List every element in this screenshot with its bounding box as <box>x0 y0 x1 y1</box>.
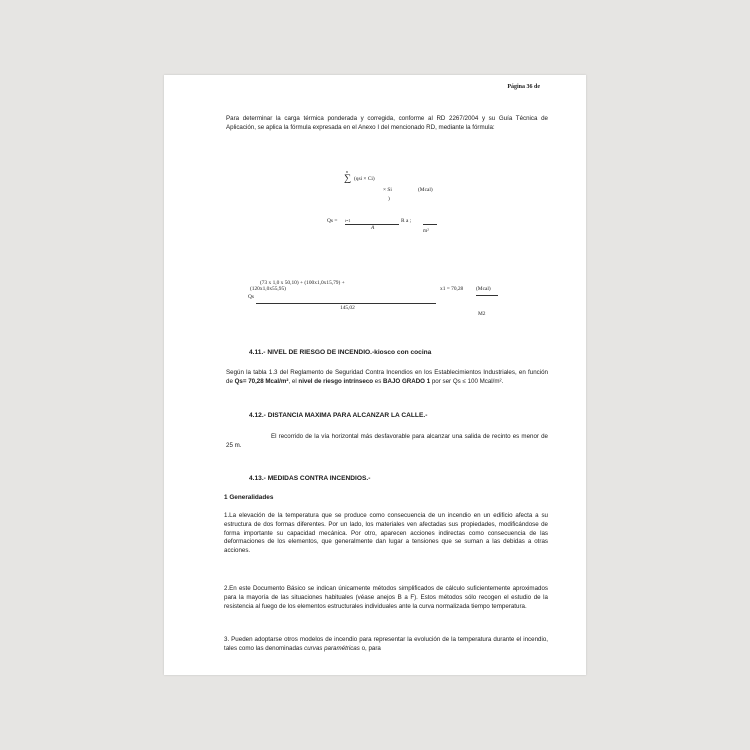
section-4-11-text <box>226 369 548 387</box>
generalidades-p3 <box>224 636 548 654</box>
intro-paragraph: Para determinar la carga térmica ponderada y corregida, conforme al RD 2267/2004 y su Guía Técnica de Aplicación, se aplica la fórmula expresada en el Anexo I del mencionado RD, mediante la fórmula: <box>226 115 548 131</box>
document-page <box>164 75 586 675</box>
formula2-x1: x1 = 70,28 <box>440 286 464 292</box>
formula2-denominator: 145,02 <box>340 305 355 311</box>
generalidades-p3-b: o, para <box>359 644 381 652</box>
formula2-unit: (Mcal) <box>476 286 491 292</box>
generalidades-p2: 2.En este Documento Básico se indican únicamente métodos simplificados de cálculo suficientemente aproximados para la mayoría de las situaciones habituales (véase anejos B a F). Estos métodos sólo recogen el estudio de la resistencia al fuego de los elementos estructurales individuales ante la curva normalizada tiempo temperatura. <box>224 585 548 610</box>
qs-value: Qs= 70,28 Mcal/m² <box>234 377 289 385</box>
formula1-sum-expr: (qsi × Ci) <box>354 176 375 182</box>
formula1-ra: R a ; <box>401 218 412 224</box>
formula1-paren: ) <box>388 196 390 202</box>
formula2-m2: M2 <box>478 311 486 317</box>
formula1-si: × Si <box>383 187 392 193</box>
formula1-a: A <box>371 225 375 231</box>
formula1-unit-bar <box>423 224 437 225</box>
section-4-11-text-d: por ser Qs ≤ 100 Mcal/m². <box>430 377 504 385</box>
risk-level-label: nivel de riesgo intrínseco <box>298 377 374 385</box>
section-4-11-heading: 4.11.- NIVEL DE RIESGO DE INCENDIO.-kiosco con cocina <box>249 349 432 356</box>
generalidades-subheading: 1 Generalidades <box>224 494 274 501</box>
formula2-fraction-bar <box>256 303 436 304</box>
formula2-top: (73 x 1,0 x 50,10) + (100x1,0x15,79) + <box>260 280 345 286</box>
generalidades-p3-a: 3. Pueden adoptarse otros modelos de incendio para representar la evolución de la temperatura durante el incendio, tales como las denominadas <box>224 636 548 652</box>
formula2-qs: Qs <box>248 294 254 300</box>
section-4-11-text-c: es <box>373 377 384 385</box>
formula1-m2: m² <box>423 228 429 234</box>
section-4-12-text: El recorrido de la vía horizontal más desfavorable para alcanzar una salida de recinto es menor de 25 m. <box>226 433 548 449</box>
sigma-symbol: ∑ <box>344 173 352 184</box>
formula1-i1: i=1 <box>345 218 351 223</box>
formula1-unit: (Mcal) <box>418 187 433 193</box>
section-4-12-heading: 4.12.- DISTANCIA MAXIMA PARA ALCANZAR LA CALLE.- <box>249 412 428 419</box>
generalidades-p1: 1.La elevación de la temperatura que se produce como consecuencia de un incendio en un edificio afecta a su estructura de dos formas diferentes. Por un lado, los materiales ven afectadas sus propiedades, modificándose de forma importante su capacidad mecánica. Por otro, aparecen acciones indirectas como consecuencia de las deformaciones de los elementos, que generalmente dan lugar a tensiones que se suman a las debidas a otras acciones. <box>224 512 548 555</box>
formula1-sum-top: n <box>346 169 348 174</box>
section-4-11-text-b: , el <box>288 377 299 385</box>
risk-grade: BAJO GRADO 1 <box>383 377 431 385</box>
section-4-13-heading: 4.13.- MEDIDAS CONTRA INCENDIOS.- <box>249 475 371 482</box>
formula1-qs: Qs = <box>327 218 338 224</box>
formula2-mid: (120x1,0x55,95) <box>250 286 286 292</box>
page-number-header: Página 36 de <box>507 84 540 90</box>
formula2-unit-bar <box>476 295 498 296</box>
curvas-parametricas: curvas paramétricas <box>304 644 360 652</box>
section-4-11-text-a: Según la tabla 1.3 del Reglamento de Seguridad Contra Incendios en los Establecimientos Industriales, en función de <box>226 369 548 385</box>
